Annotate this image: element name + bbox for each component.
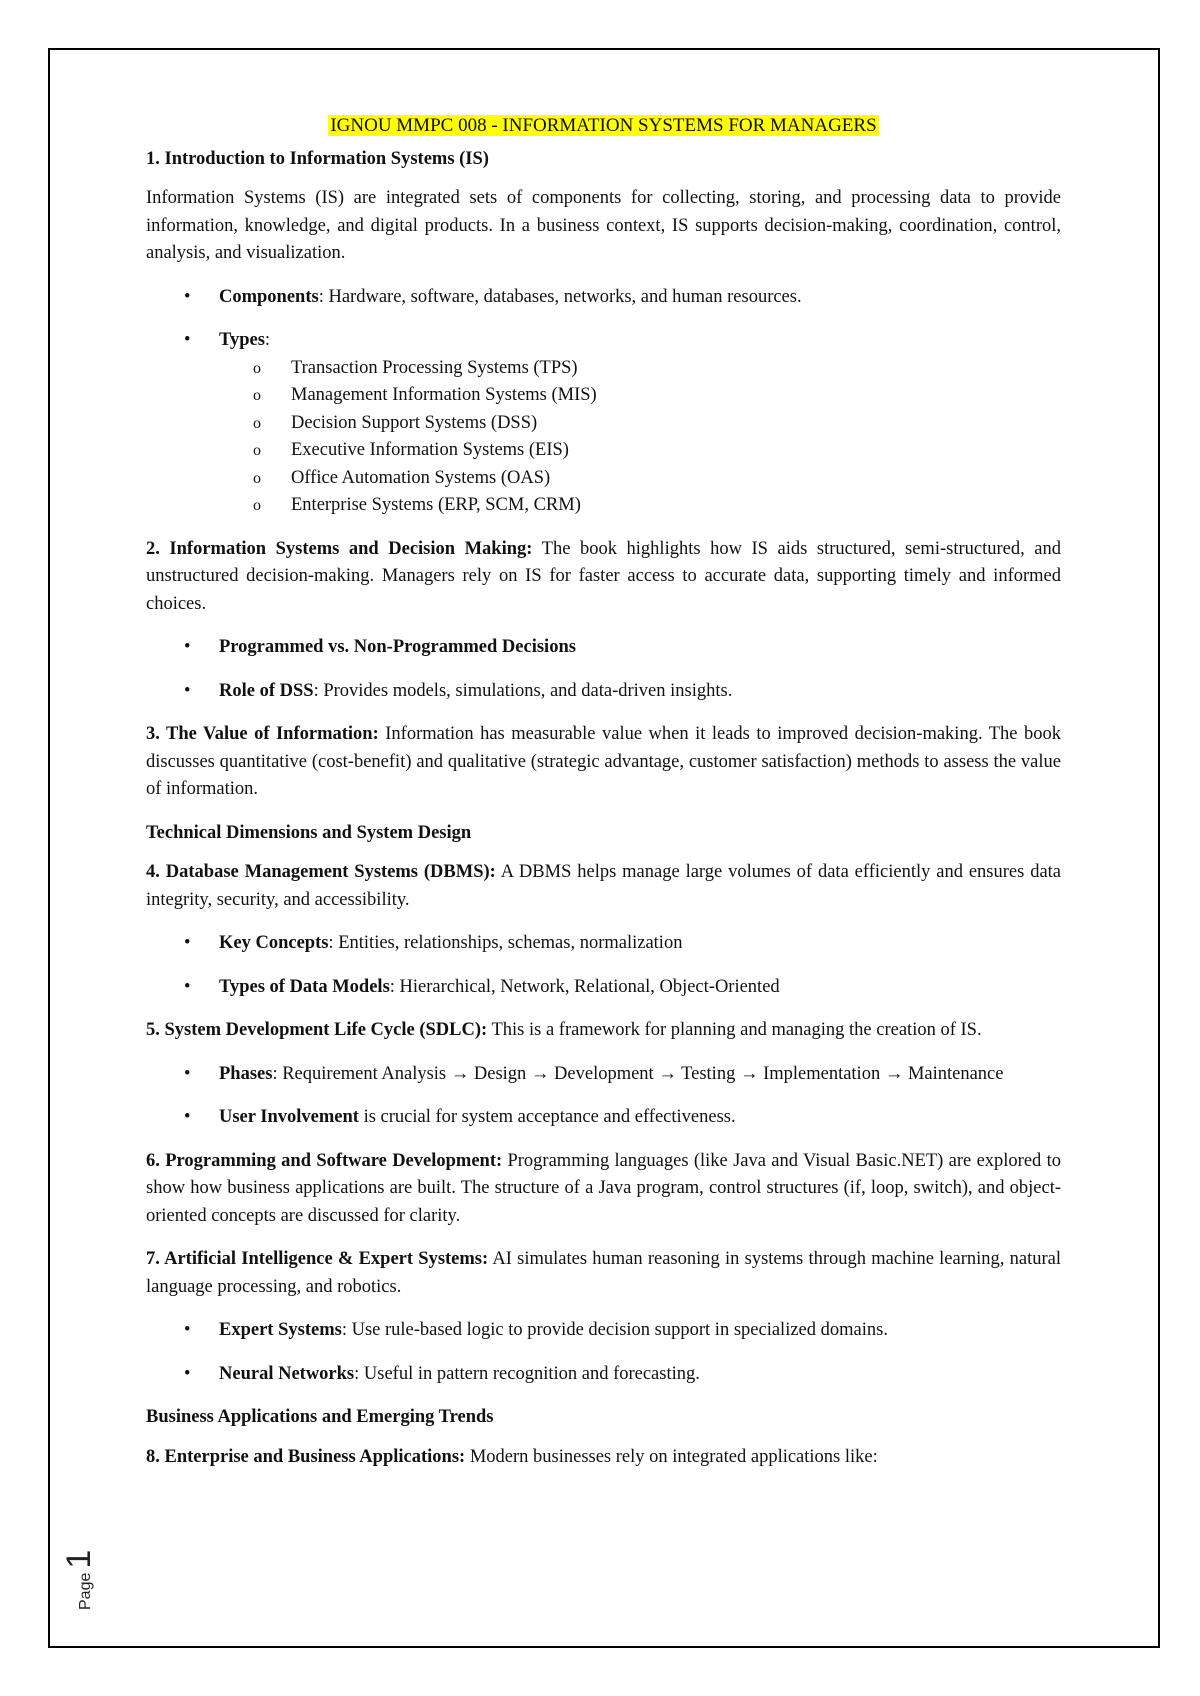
section-4-list: [146, 930, 1061, 1001]
section-2-paragraph: 2. Information Systems and Decision Making: The book highlights how IS aids structured, semi-structured, and unstructured decision-making. Managers rely on IS for faster access to accurate data, supporting timely and informed choices.: [146, 538, 1061, 614]
list-item: • Neural Networks: Useful in pattern recognition and forecasting.: [146, 1361, 1061, 1389]
section-8-paragraph: 8. Enterprise and Business Applications: Modern businesses rely on integrated applications like:: [146, 1446, 878, 1467]
list-item: • Types of Data Models: Hierarchical, Network, Relational, Object-Oriented: [146, 974, 1061, 1002]
circle-bullet-icon: o: [253, 497, 261, 514]
types-sublist: [219, 355, 1061, 520]
section-7-list: [146, 1317, 1061, 1388]
page-label: Page: [77, 1572, 94, 1610]
section-1-heading: 1. Introduction to Information Systems (IS): [146, 148, 489, 169]
sub-list-item: o Decision Support Systems (DSS): [146, 410, 1061, 438]
section-7-paragraph: 7. Artificial Intelligence & Expert Systems: AI simulates human reasoning in systems through machine learning, natural language processing, and robotics.: [146, 1249, 1061, 1297]
circle-bullet-icon: o: [253, 442, 261, 459]
page-number-rotated: [60, 1550, 99, 1610]
circle-bullet-icon: o: [253, 414, 261, 432]
page-number: 1: [60, 1549, 98, 1569]
sub-list-item: o Enterprise Systems (ERP, SCM, CRM): [146, 492, 1061, 520]
bullet-icon: •: [184, 330, 191, 350]
section-1-list: [146, 284, 1061, 520]
list-item: • Expert Systems: Use rule-based logic to provide decision support in specialized domains.: [146, 1317, 1061, 1345]
section-3-paragraph: 3. The Value of Information: Information has measurable value when it leads to improved decision-making. The book discusses quantitative (cost-benefit) and qualitative (strategic advantage, customer satisfaction) methods to assess the value of information.: [146, 724, 1061, 799]
section-5-paragraph: 5. System Development Life Cycle (SDLC): This is a framework for planning and managing the creation of IS.: [146, 1020, 982, 1040]
list-item: • Key Concepts: Entities, relationships, schemas, normalization: [146, 930, 1061, 958]
document-title: [146, 112, 1061, 140]
technical-section-heading: Technical Dimensions and System Design: [146, 822, 472, 843]
list-item: • User Involvement is crucial for system acceptance and effectiveness.: [146, 1104, 1061, 1132]
circle-bullet-icon: o: [253, 469, 261, 487]
page-number-marker: [60, 1490, 100, 1610]
bullet-icon: •: [184, 1363, 191, 1384]
list-item: • Role of DSS: Provides models, simulations, and data-driven insights.: [146, 678, 1061, 706]
bullet-icon: •: [184, 1063, 191, 1084]
section-5-list: [146, 1061, 1061, 1132]
title-highlight: IGNOU MMPC 008 - INFORMATION SYSTEMS FOR MANAGERS: [330, 115, 877, 136]
bullet-icon: •: [184, 637, 191, 657]
bullet-icon: •: [184, 1107, 191, 1127]
sub-list-item: o Executive Information Systems (EIS): [146, 437, 1061, 465]
bullet-icon: •: [184, 1320, 191, 1340]
sub-list-item: o Management Information Systems (MIS): [146, 382, 1061, 410]
document-body: [146, 112, 1061, 1487]
sub-list-item: o Office Automation Systems (OAS): [146, 465, 1061, 493]
section-6-paragraph: 6. Programming and Software Development: Programming languages (like Java and Visual Basic.NET) are explored to show how business applications are built. The structure of a Java program, control structures (if, loop, switch), and object-oriented concepts are discussed for clarity.: [146, 1150, 1062, 1226]
section-4-paragraph: 4. Database Management Systems (DBMS): A DBMS helps manage large volumes of data efficiently and ensures data integrity, security, and accessibility.: [146, 862, 1062, 910]
business-section-heading: Business Applications and Emerging Trends: [146, 1407, 494, 1427]
section-2-list: [146, 634, 1061, 705]
bullet-icon: •: [184, 933, 191, 953]
section-1-paragraph: Information Systems (IS) are integrated sets of components for collecting, storing, and processing data to provide information, knowledge, and digital products. In a business context, IS supports decision-making, coordination, control, analysis, and visualization.: [146, 188, 1061, 263]
bullet-icon: •: [184, 286, 191, 307]
list-item: • Components: Hardware, software, databases, networks, and human resources.: [146, 284, 1061, 312]
bullet-icon: •: [184, 976, 191, 997]
list-item: • Phases: Requirement Analysis → Design → Development → Testing → Implementation → Maintenance: [146, 1061, 1061, 1089]
list-item: • Programmed vs. Non-Programmed Decisions: [146, 634, 1061, 662]
circle-bullet-icon: o: [253, 387, 261, 404]
sub-list-item: o Transaction Processing Systems (TPS): [146, 355, 1061, 383]
circle-bullet-icon: o: [253, 359, 261, 377]
bullet-icon: •: [184, 680, 191, 701]
list-item: • Types: o Transaction Processing Systems (TPS) o Management Information Systems (MIS) o Decision Support Systems (DSS) o Executive Information Systems (EIS) o Office Automation Systems (OAS) o Enterprise Systems (ERP, SCM, CRM): [146, 327, 1061, 520]
